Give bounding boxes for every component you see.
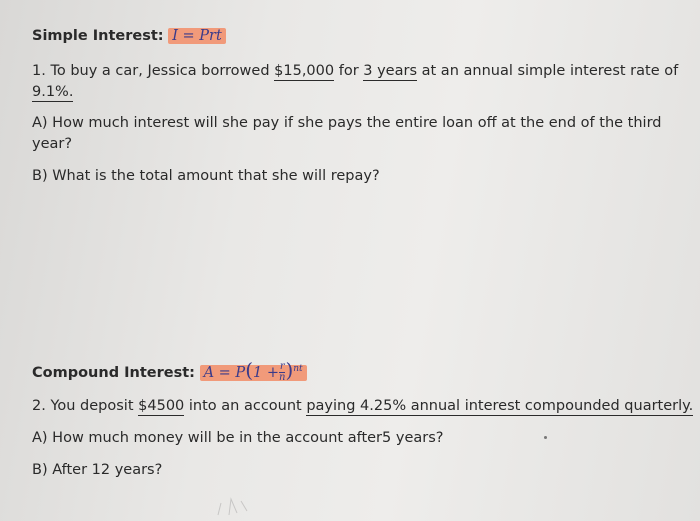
question-1-text-b: for [334,63,364,79]
compound-interest-formula: A = P(1 + $\frac{r}{n}$ )$^{nt}$ [200,365,307,381]
simple-interest-formula: I = Prt [168,28,226,44]
question-1-text-a: To buy a car, Jessica borrowed [50,63,275,79]
question-2-text-a: You deposit [50,398,139,414]
simple-interest-heading [32,26,226,46]
question-1a-line-2: year? [32,136,73,152]
simple-interest-title: Simple Interest: [32,28,164,44]
question-2a-years: 5 [382,430,392,446]
question-1-amount: $15,000 [274,63,335,79]
question-2b: B) After 12 years? [32,462,163,478]
question-1-line-2 [32,82,73,102]
question-2-text-b: into an account [184,398,307,414]
question-2-line [32,396,693,416]
question-2a: A) How much money will be in the account after5 years? [32,430,444,446]
question-1-number: 1. [32,63,46,79]
compound-interest-title: Compound Interest: [32,364,195,381]
pen-dot [544,436,547,439]
question-2-amount: $4500 [138,398,185,414]
question-2-number: 2. [32,398,46,414]
question-2-rate-text: paying 4.25% annual interest compounded quarterly. [306,398,694,414]
question-1-line-1 [32,61,678,81]
question-1b: B) What is the total amount that she will repay? [32,168,380,184]
question-1-rate: 9.1%. [32,84,74,100]
question-1-text-c: at an annual simple interest rate of [417,63,679,79]
question-1a-line-1: A) How much interest will she pay if she pays the entire loan off at the end of the third [32,115,662,131]
faint-pencil-mark [215,495,251,517]
question-1-years: 3 years [363,63,418,79]
compound-interest-heading [32,356,307,386]
